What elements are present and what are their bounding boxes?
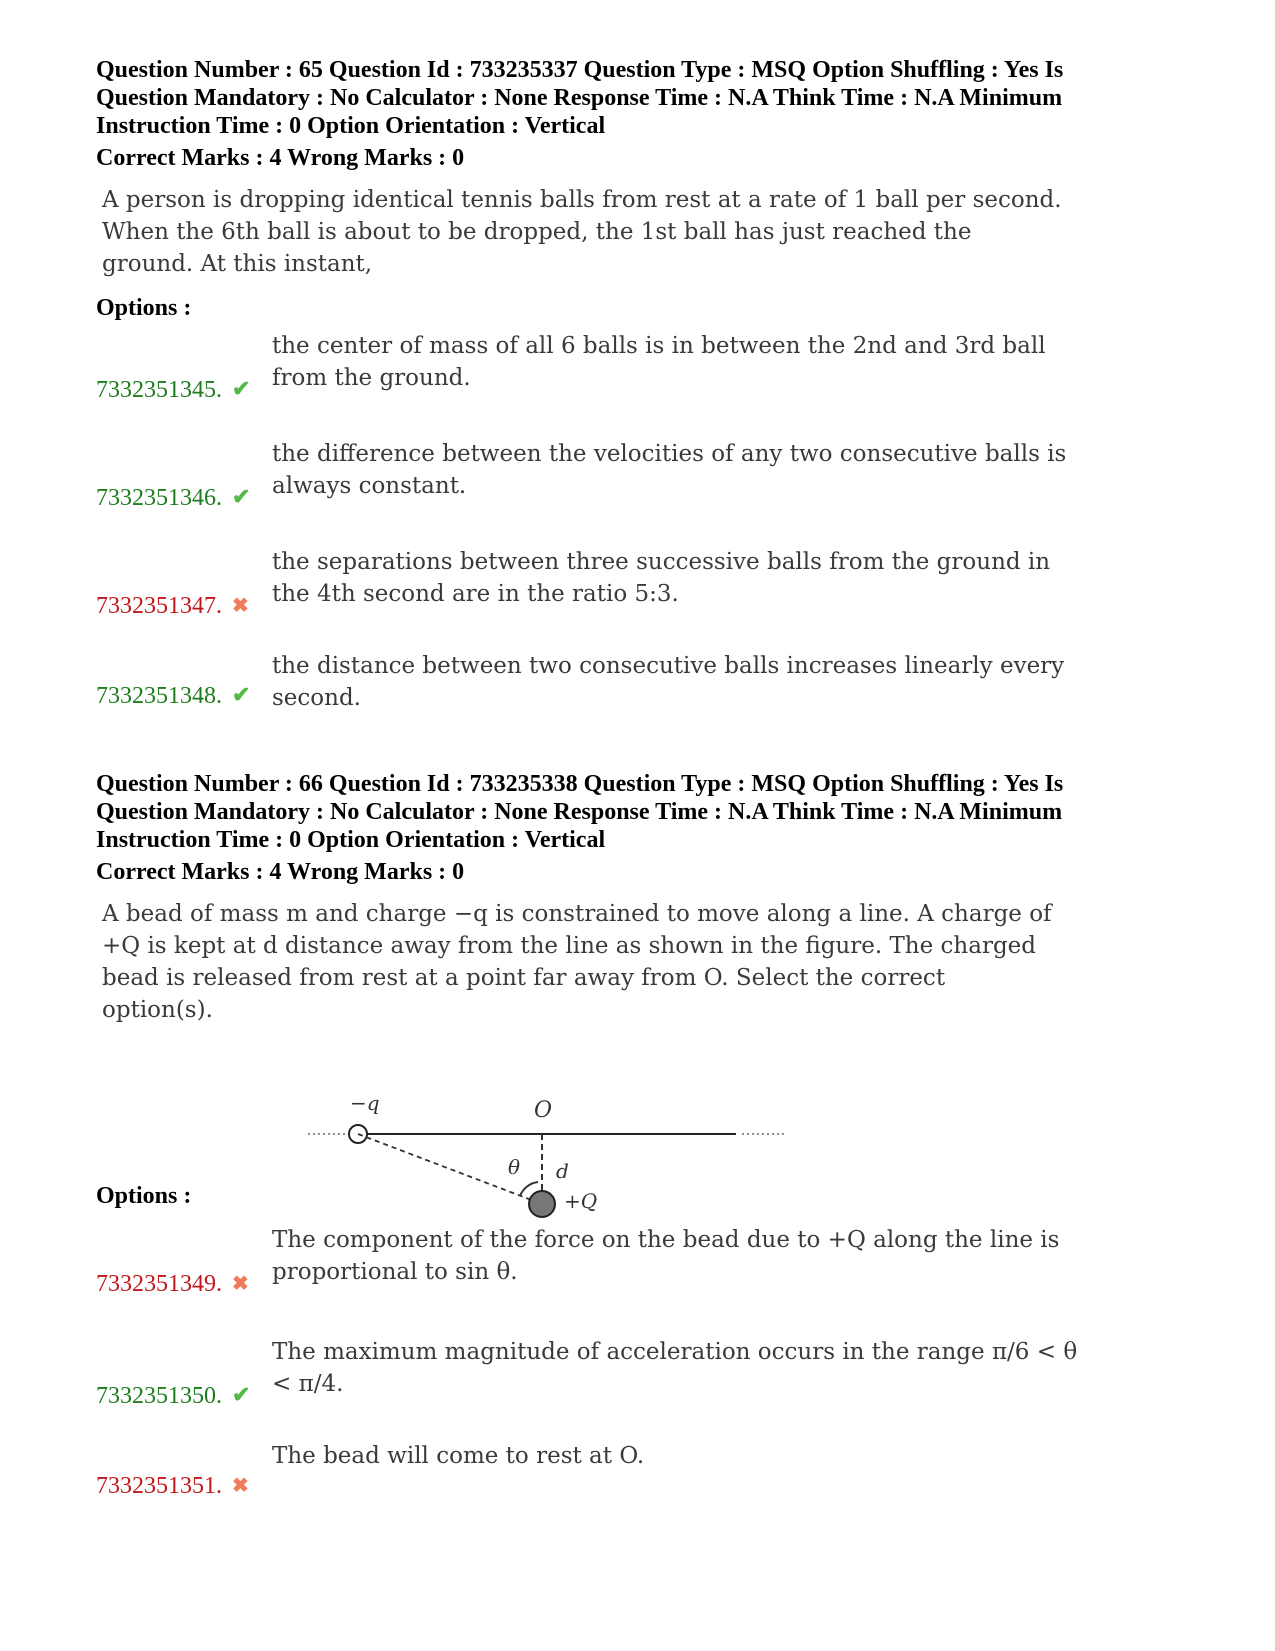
option-text: the center of mass of all 6 balls is in between the 2nd and 3rd ball from the ground. [272,333,1046,391]
option-7332351349 [96,1224,1116,1304]
label-minus-q: −q [350,1091,380,1115]
options-label: Options : [96,1183,192,1209]
option-id: 7332351346. [96,485,222,511]
option-id: 7332351350. [96,1383,222,1409]
checkmark-icon: ✔ [232,1382,251,1407]
option-text: The component of the force on the bead due to +Q along the line is proportional to sin θ. [272,1227,1060,1285]
checkmark-icon: ✔ [232,376,251,401]
question-65 [96,56,1116,322]
question-marks: Correct Marks : 4 Wrong Marks : 0 [96,145,465,171]
option-text: the separations between three successive balls from the ground in the 4th second are in the ratio 5:3. [272,549,1051,607]
option-id: 7332351345. [96,377,222,403]
question-marks: Correct Marks : 4 Wrong Marks : 0 [96,859,465,885]
option-7332351351 [96,1426,1116,1506]
cross-icon: ✖ [232,1273,249,1295]
option-text: the difference between the velocities of any two consecutive balls is always constant. [272,441,1067,499]
option-text: the distance between two consecutive balls increases linearly every second. [272,653,1065,711]
cross-icon: ✖ [232,595,249,617]
options-label: Options : [96,295,192,321]
checkmark-icon: ✔ [232,682,251,707]
option-id: 7332351348. [96,683,222,709]
option-text: The maximum magnitude of acceleration occurs in the range π/6 < θ < π/4. [272,1339,1078,1397]
label-theta: θ [508,1155,521,1179]
question-stem: A person is dropping identical tennis balls from rest at a rate of 1 ball per second. When the 6th ball is about to be dropped, the 1st ball has just reached the ground. At this instant, [102,187,1062,277]
label-plus-Q: +Q [564,1189,598,1213]
option-7332351346 [96,438,1116,518]
question-meta: Question Number : 65 Question Id : 733235337 Question Type : MSQ Option Shuffling : Yes Is Question Mandatory : No Calculator : None Response Time : N.A Think Time : N.A Minimum Instruction Time : 0 Option Orientation : Vertical [96,57,1064,139]
checkmark-icon: ✔ [232,484,251,509]
option-7332351347 [96,546,1116,626]
option-id: 7332351349. [96,1271,222,1297]
option-text: The bead will come to rest at O. [272,1443,645,1469]
option-7332351348 [96,636,1116,716]
option-id: 7332351351. [96,1473,222,1499]
question-meta: Question Number : 66 Question Id : 733235338 Question Type : MSQ Option Shuffling : Yes Is Question Mandatory : No Calculator : None Response Time : N.A Think Time : N.A Minimum Instruction Time : 0 Option Orientation : Vertical [96,771,1064,853]
option-7332351345 [96,330,1116,410]
label-d: d [556,1159,569,1183]
label-O: O [534,1098,553,1123]
cross-icon: ✖ [232,1475,249,1497]
question-stem: A bead of mass m and charge −q is constrained to move along a line. A charge of +Q is kept at d distance away from the line as shown in the figure. The charged bead is released from rest at a point far away from O. Select the correct option(s). [102,901,1052,1023]
question-66 [96,770,1116,1026]
option-id: 7332351347. [96,593,222,619]
option-7332351350 [96,1336,1116,1416]
options-section-66 [96,1182,1116,1210]
